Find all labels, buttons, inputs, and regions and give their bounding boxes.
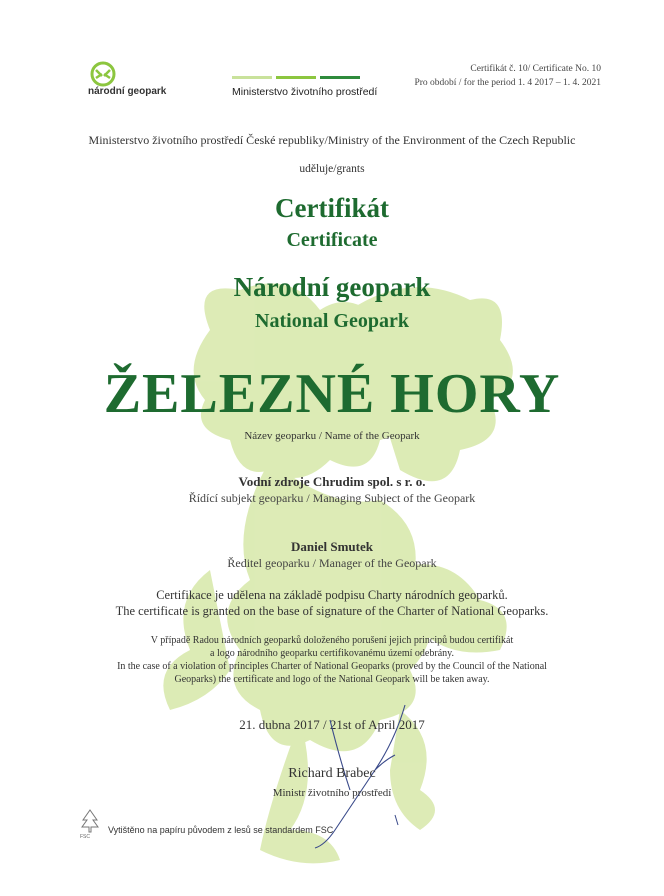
fsc-code: FSC — [80, 834, 90, 840]
grants-line: uděluje/grants — [299, 163, 365, 175]
certificate-number-block — [414, 62, 601, 90]
geopark-logo-icon — [80, 60, 190, 104]
ministry-logo-icon — [232, 76, 362, 81]
violation-en-line-1: In the case of a violation of principles Charter of National Geoparks (proved by the Council of the National — [117, 661, 547, 672]
certificate-title-en: Certificate — [286, 229, 378, 251]
ministry-logo-text: Ministerstvo životního prostředí — [232, 86, 378, 98]
geopark-name-label: Název geoparku / Name of the Geopark — [244, 430, 420, 442]
charter-statement-cz: Certifikace je udělena na základě podpisu Charty národních geoparků. — [156, 588, 508, 602]
fsc-statement: Vytištěno na papíru původem z lesů se standardem FSC — [108, 825, 334, 835]
violation-en-line-2: Geoparks) the certificate and logo of the National Geopark will be taken away. — [174, 674, 490, 685]
certificate-number: Certifikát č. 10/ Certificate No. 10 — [470, 64, 601, 74]
managing-subject: Vodní zdroje Chrudim spol. s r. o. — [238, 474, 426, 489]
geopark-title-en: National Geopark — [255, 310, 409, 332]
issue-date: 21. dubna 2017 / 21st of April 2017 — [239, 717, 425, 732]
certificate-title-cz: Certifikát — [275, 193, 389, 223]
signatory-role: Ministr životního prostředí — [272, 787, 392, 799]
ministry-line: Ministerstvo životního prostředí České republiky/Ministry of the Environment of the Czech Republic — [88, 133, 576, 147]
charter-statement — [0, 587, 664, 619]
geopark-logo-text: národní geopark — [88, 86, 167, 97]
signatory-name: Richard Brabec — [288, 766, 376, 781]
certificate-period: Pro období / for the period 1. 4 2017 – 1. 4. 2021 — [414, 78, 601, 88]
violation-cz-line-2: a logo národního geoparku certifikovanému území odebrány. — [210, 648, 454, 659]
manager-label: Ředitel geoparku / Manager of the Geopark — [227, 556, 437, 570]
charter-statement-en: The certificate is granted on the base of signature of the Charter of National Geoparks. — [115, 604, 549, 618]
managing-subject-label: Řídící subjekt geoparku / Managing Subject of the Geopark — [188, 491, 476, 505]
geopark-name: ŽELEZNÉ HORY — [103, 363, 561, 425]
fsc-tree-icon — [80, 808, 100, 834]
violation-cz-line-1: V případě Radou národních geoparků doloženého porušení jejich principů budou certifikát — [150, 635, 514, 646]
geopark-title-cz: Národní geopark — [233, 272, 431, 302]
manager-name: Daniel Smutek — [291, 539, 373, 554]
violation-statement — [0, 634, 664, 686]
